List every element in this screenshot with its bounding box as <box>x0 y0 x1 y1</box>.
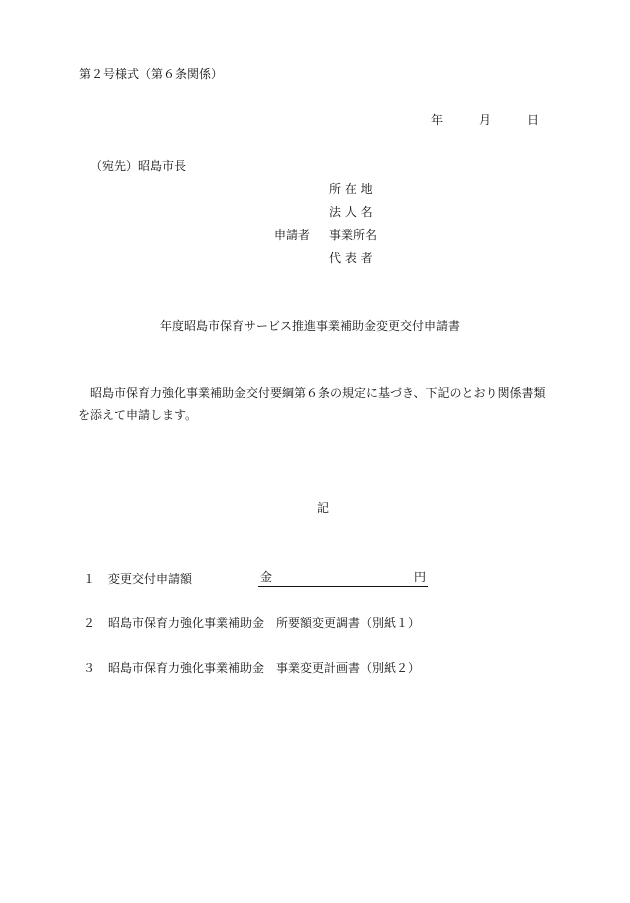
date-day-label: 日 <box>527 113 540 127</box>
amount-prefix: 金 <box>260 570 273 584</box>
form-number: 第２号様式（第６条関係） <box>79 67 224 81</box>
body-text: 昭島市保育力強化事業補助金交付要綱第６条の規定に基づき、下記のとおり関係書類を添えて申請します。 <box>78 386 546 422</box>
addressee: （宛先）昭島市長 <box>90 159 187 173</box>
item-2-number: ２ <box>83 616 96 630</box>
item-1-number: １ <box>83 572 96 586</box>
item-3-number: ３ <box>83 661 96 675</box>
field-corporation-label: 法 人 名 <box>329 205 373 219</box>
field-office-label: 事業所名 <box>329 228 378 242</box>
item-3-text: 昭島市保育力強化事業補助金 事業変更計画書（別紙２） <box>108 661 421 675</box>
amount-suffix: 円 <box>413 570 426 584</box>
amount-field <box>258 569 428 587</box>
date-year-label: 年 <box>431 113 444 127</box>
field-address-label: 所 在 地 <box>329 182 373 196</box>
item-1-text: 変更交付申請額 <box>108 572 193 586</box>
applicant-label: 申請者 <box>274 228 311 242</box>
date-month-label: 月 <box>479 113 492 127</box>
field-representative-label: 代 表 者 <box>329 251 373 265</box>
ki-heading: 記 <box>317 501 330 515</box>
document-title: 年度昭島市保育サービス推進事業補助金変更交付申請書 <box>160 319 461 333</box>
item-2-text: 昭島市保育力強化事業補助金 所要額変更調書（別紙１） <box>108 616 421 630</box>
